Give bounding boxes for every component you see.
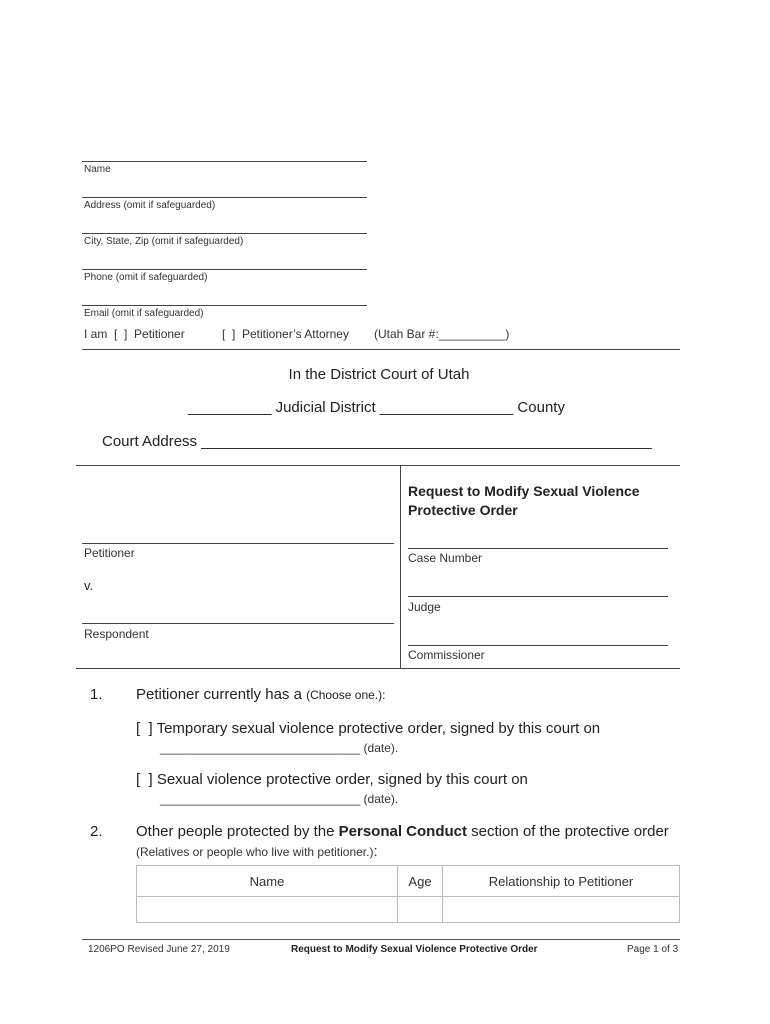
phone-label: Phone (omit if safeguarded) [84,272,208,283]
caption-top-border [76,465,680,466]
item1-lead: Petitioner currently has a [136,686,302,703]
item1-question [136,686,385,703]
table-row [137,897,680,923]
temporary-order-checkbox[interactable]: [ ] Temporary sexual violence protective order, signed by this court on [136,720,601,737]
item2-note-colon: : [373,843,378,860]
phone-line[interactable] [82,269,367,270]
city-label: City, State, Zip (omit if safeguarded) [84,236,244,247]
case-number-line[interactable] [408,548,668,549]
item2-note [136,843,378,860]
commissioner-label: Commissioner [408,648,485,662]
court-title: In the District Court of Utah [288,366,470,383]
district-county-line[interactable]: __________ Judicial District ________________ County [188,399,565,416]
table-header-age: Age [398,866,443,897]
role-attorney-checkbox[interactable]: [ ] Petitioner’s Attorney [222,327,349,341]
table-header-relationship: Relationship to Petitioner [443,866,680,897]
sexual-violence-order-date-field[interactable]: ______________________________ (date). [160,792,399,806]
item2-number: 2. [90,823,103,840]
petitioner-label: Petitioner [84,546,135,560]
footer-page-number: Page 1 of 3 [627,944,679,955]
name-label: Name [84,164,111,175]
caption-bottom-border [76,668,680,669]
court-address-line[interactable]: Court Address ______________________________________________________ [102,433,652,450]
footer-revision: 1206PO Revised June 27, 2019 [88,944,230,955]
protected-people-table [136,865,680,923]
city-line[interactable] [82,233,367,234]
item2-lead-post: section of the protective order [471,823,669,840]
item2-question [136,823,669,840]
header-divider [82,349,680,350]
item2-lead-pre: Other people protected by the [136,823,335,840]
respondent-label: Respondent [84,627,149,641]
name-line[interactable] [82,161,367,162]
item2-note-text: (Relatives or people who live with petitioner.) [136,845,374,859]
role-petitioner-checkbox[interactable]: I am [ ] Petitioner [84,327,185,341]
commissioner-line[interactable] [408,645,668,646]
table-cell-name[interactable] [137,897,398,923]
sexual-violence-order-checkbox[interactable]: [ ] Sexual violence protective order, signed by this court on [136,771,528,788]
respondent-line[interactable] [82,623,394,624]
table-header-name: Name [137,866,398,897]
judge-label: Judge [408,600,441,614]
footer-divider [82,939,680,940]
case-number-label: Case Number [408,551,483,565]
item2-lead-bold: Personal Conduct [338,823,467,840]
item1-choose-note: (Choose one.): [306,688,386,702]
caption-divider [400,465,401,669]
address-label: Address (omit if safeguarded) [84,200,216,211]
address-line[interactable] [82,197,367,198]
judge-line[interactable] [408,596,668,597]
versus-label: v. [84,578,94,593]
utah-bar-field[interactable]: (Utah Bar #:__________) [374,327,510,341]
footer-title: Request to Modify Sexual Violence Protective Order [291,944,538,955]
temporary-order-date-field[interactable]: ______________________________ (date). [160,741,399,755]
table-cell-age[interactable] [398,897,443,923]
table-header-row [137,866,680,897]
email-line[interactable] [82,305,367,306]
table-cell-relationship[interactable] [443,897,680,923]
document-title: Request to Modify Sexual Violence Protective Order [408,483,640,518]
item1-number: 1. [90,686,103,703]
petitioner-line[interactable] [82,543,394,544]
email-label: Email (omit if safeguarded) [84,308,204,319]
